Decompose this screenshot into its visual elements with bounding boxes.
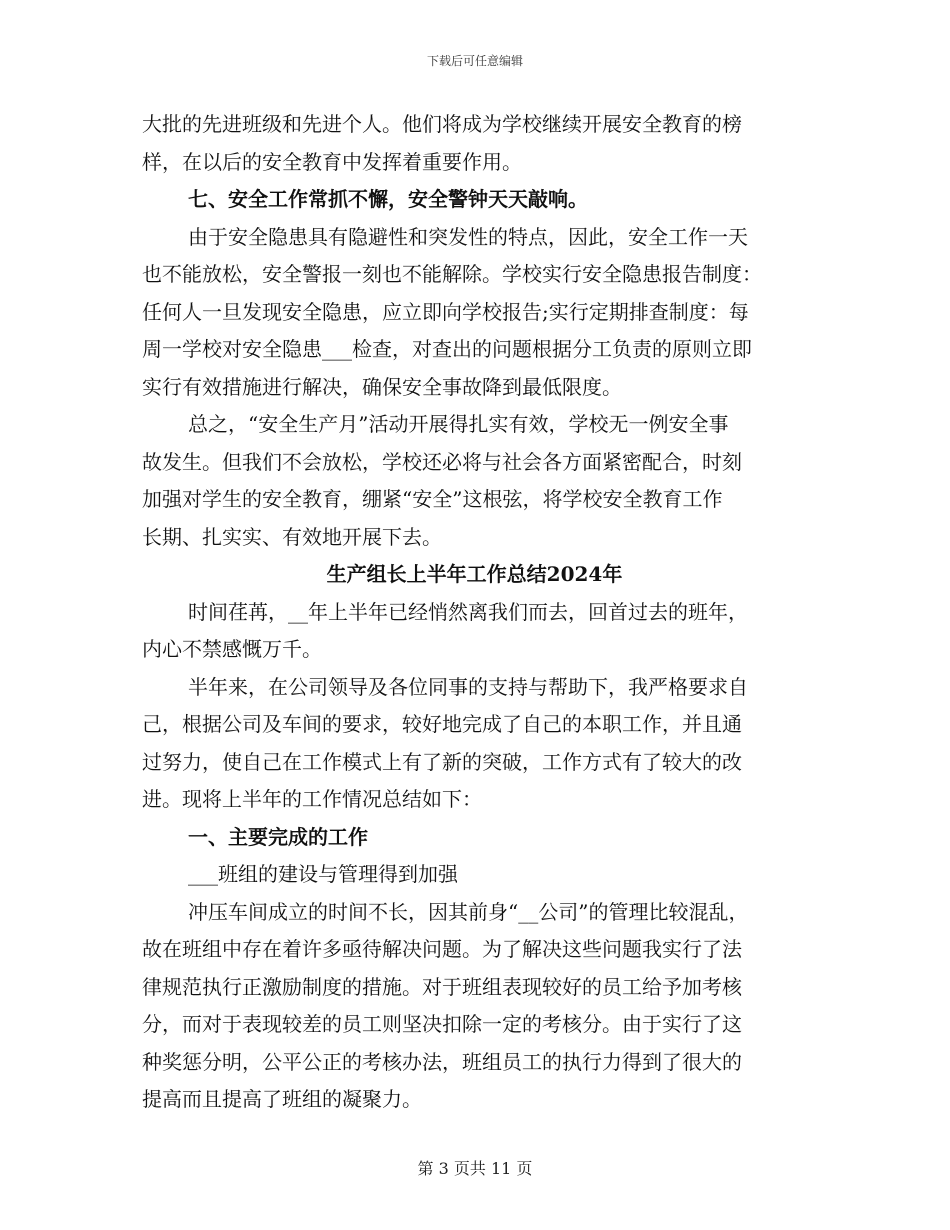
paragraph-line: 样，在以后的安全教育中发挥着重要作用。: [142, 149, 522, 174]
paragraph-line: 律规范执行正激励制度的措施。对于班组表现较好的员工给予加考核: [142, 974, 742, 999]
paragraph-line: 故发生。但我们不会放松，学校还必将与社会各方面紧密配合，时刻: [142, 449, 742, 474]
paragraph-line: 提高而且提高了班组的凝聚力。: [142, 1087, 422, 1111]
paragraph-line: 周一学校对安全隐患___检查，对查出的问题根据分工负责的原则立即: [142, 337, 752, 361]
page-header: 下载后可任意编辑: [426, 54, 523, 68]
document-body: [142, 106, 807, 1119]
paragraph-line: 过努力，使自己在工作模式上有了新的突破，工作方式有了较大的改: [142, 749, 742, 774]
paragraph-line: 长期、扎实实、有效地开展下去。: [142, 524, 442, 549]
paragraph-line: 总之，“安全生产月”活动开展得扎实有效，学校无一例安全事: [188, 412, 729, 436]
paragraph-line: 实行有效措施进行解决，确保安全事故降到最低限度。: [142, 374, 622, 399]
paragraph-line: 半年来，在公司领导及各位同事的支持与帮助下，我严格要求自: [188, 674, 748, 699]
paragraph-line: ___班组的建设与管理得到加强: [188, 862, 458, 886]
section-title: 生产组长上半年工作总结2024年: [326, 562, 623, 586]
paragraph-line: 时间荏苒，__年上半年已经悄然离我们而去，回首过去的班年，: [188, 599, 748, 624]
paragraph-line: 任何人一旦发现安全隐患，应立即向学校报告;实行定期排查制度：每: [142, 299, 749, 324]
section-heading: 七、安全工作常抓不懈，安全警钟天天敲响。: [188, 187, 588, 211]
paragraph-line: 分，而对于表现较差的员工则坚决扣除一定的考核分。由于实行了这: [142, 1012, 742, 1036]
paragraph-line: 冲压车间成立的时间不长，因其前身“__公司”的管理比较混乱，: [188, 899, 749, 924]
paragraph-line: 也不能放松，安全警报一刻也不能解除。学校实行安全隐患报告制度：: [142, 262, 762, 286]
paragraph-line: 内心不禁感慨万千。: [142, 637, 322, 661]
paragraph-line: 大批的先进班级和先进个人。他们将成为学校继续开展安全教育的榜: [142, 112, 742, 136]
page-footer: 第 3 页共 11 页: [417, 1159, 533, 1178]
paragraph-line: 进。现将上半年的工作情况总结如下：: [142, 787, 482, 811]
paragraph-line: 故在班组中存在着许多亟待解决问题。为了解决这些问题我实行了法: [142, 937, 742, 961]
paragraph-line: 己，根据公司及车间的要求，较好地完成了自己的本职工作，并且通: [142, 712, 742, 736]
section-heading: 一、主要完成的工作: [188, 824, 368, 849]
paragraph-line: 种奖惩分明，公平公正的考核办法，班组员工的执行力得到了很大的: [142, 1049, 742, 1074]
paragraph-line: 由于安全隐患具有隐避性和突发性的特点，因此，安全工作一天: [188, 224, 748, 249]
paragraph-line: 加强对学生的安全教育，绷紧“安全”这根弦，将学校安全教育工作: [142, 487, 723, 511]
